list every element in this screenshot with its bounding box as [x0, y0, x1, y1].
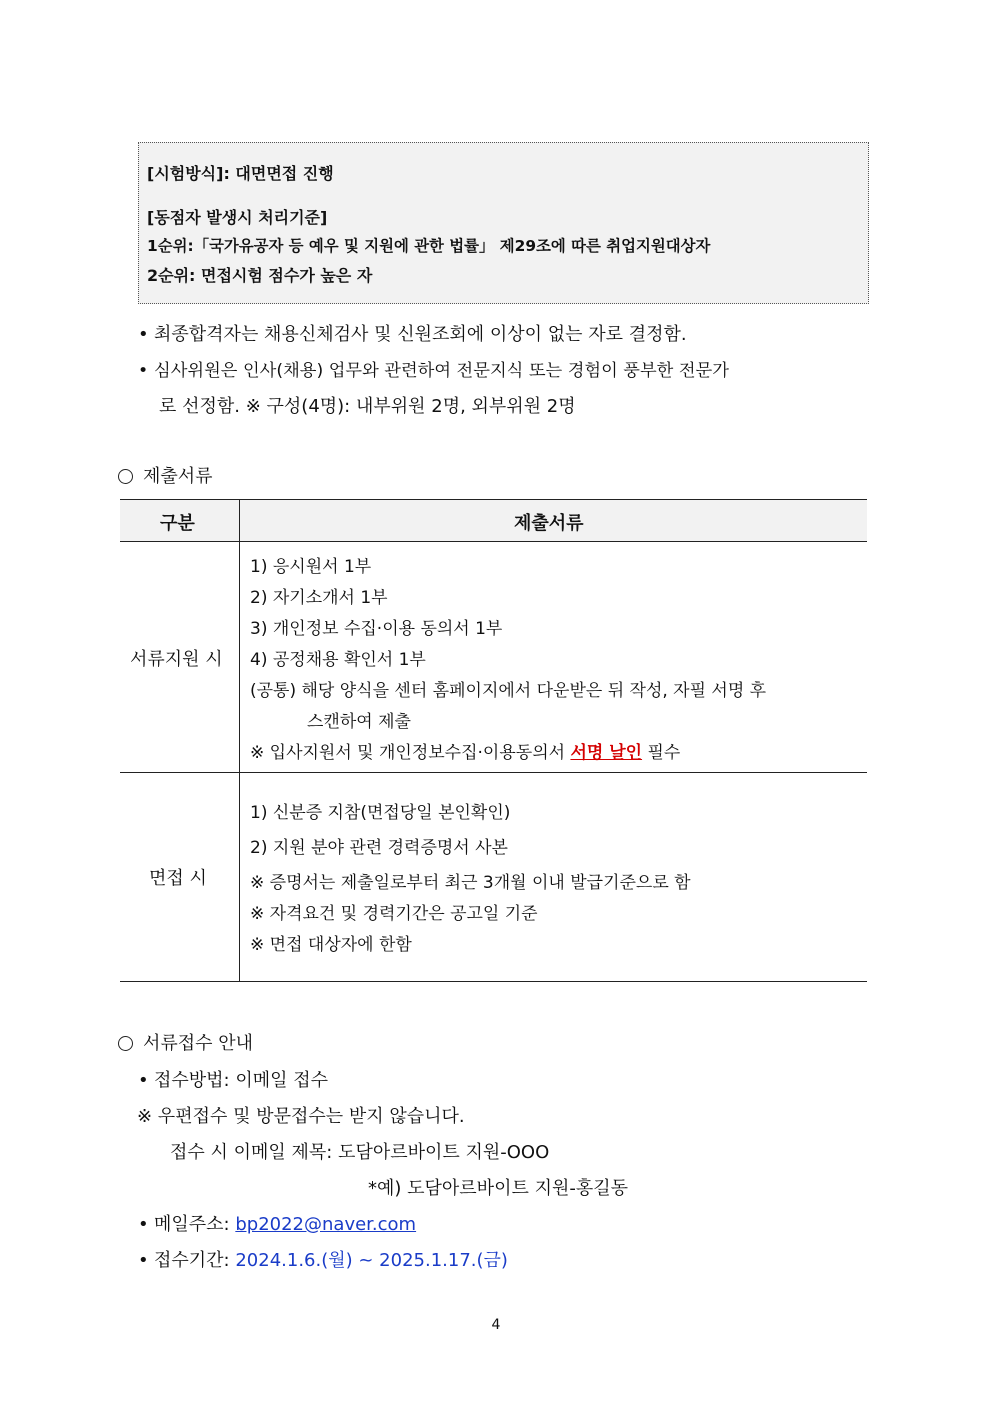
email-link[interactable]: bp2022@naver.com — [235, 1214, 417, 1235]
list-item: 스캔하여 제출 — [307, 712, 411, 732]
circle-icon — [118, 1036, 133, 1051]
reception-notice: ※ 우편접수 및 방문접수는 받지 않습니다. — [137, 1106, 465, 1127]
row-label-interview: 면접 시 — [149, 868, 207, 889]
bullet-icon: • — [138, 1070, 149, 1091]
circle-icon — [118, 469, 133, 484]
table-row-divider — [120, 772, 867, 773]
bullet-icon: • — [138, 1214, 149, 1235]
table-bottom-border — [120, 981, 867, 982]
list-item: 2) 지원 분야 관련 경력증명서 사본 — [250, 838, 508, 858]
table-top-border — [120, 499, 867, 500]
list-item: 1) 응시원서 1부 — [250, 557, 372, 577]
period-dates: 2024.1.6.(월) ~ 2025.1.17.(금) — [235, 1250, 508, 1271]
bullet-icon: • — [138, 361, 149, 381]
reception-subject: 접수 시 이메일 제목: 도담아르바이트 지원-OOO — [170, 1142, 550, 1163]
header-documents: 제출서류 — [514, 513, 584, 534]
reception-email: • 메일주소: bp2022@naver.com — [138, 1214, 417, 1235]
list-item: 3) 개인정보 수집·이용 동의서 1부 — [250, 619, 503, 639]
table-header-border — [120, 541, 867, 542]
list-item: ※ 면접 대상자에 한함 — [250, 935, 412, 955]
bullet-reviewers: • 심사위원은 인사(채용) 업무와 관련하여 전문지식 또는 경험이 풍부한 전문가 — [138, 361, 729, 381]
page-number: 4 — [491, 1317, 501, 1333]
documents-table — [120, 499, 867, 982]
reception-period: • 접수기간: 2024.1.6.(월) ~ 2025.1.17.(금) — [138, 1250, 508, 1271]
list-item: (공통) 해당 양식을 센터 홈페이지에서 다운받은 뒤 작성, 자필 서명 후 — [250, 681, 767, 701]
signature-emphasis: 서명 날인 — [570, 743, 643, 763]
tie-break-rank1: 1순위:「국가유공자 등 예우 및 지원에 관한 법률」 제29조에 따른 취업지원대상자 — [147, 237, 711, 255]
table-column-divider — [239, 499, 240, 982]
list-item: ※ 증명서는 제출일로부터 최근 3개월 이내 발급기준으로 함 — [250, 873, 691, 893]
tie-break-title: [동점자 발생시 처리기준] — [147, 208, 328, 227]
bullet-icon: • — [138, 1250, 149, 1271]
list-item: 1) 신분증 지참(면접당일 본인확인) — [250, 803, 511, 823]
bullet-icon: • — [138, 324, 149, 345]
table-header-bg — [120, 500, 867, 541]
exam-method: [시험방식]: 대면면접 진행 — [147, 164, 334, 183]
exam-method-box — [138, 142, 869, 304]
section-reception-title: 서류접수 안내 — [118, 1029, 253, 1055]
section-documents-title: 제출서류 — [118, 462, 213, 488]
reception-method: • 접수방법: 이메일 접수 — [138, 1070, 328, 1091]
bullet-reviewers-cont: 로 선정함. ※ 구성(4명): 내부위원 2명, 외부위원 2명 — [159, 396, 576, 417]
list-item: 2) 자기소개서 1부 — [250, 588, 388, 608]
list-item: 4) 공정채용 확인서 1부 — [250, 650, 426, 670]
tie-break-rank2: 2순위: 면접시험 점수가 높은 자 — [147, 266, 373, 285]
signature-note: ※ 입사지원서 및 개인정보수집·이용동의서 서명 날인 필수 — [250, 743, 681, 763]
list-item: ※ 자격요건 및 경력기간은 공고일 기준 — [250, 904, 538, 924]
reception-example: *예) 도담아르바이트 지원-홍길동 — [368, 1178, 629, 1199]
row-label-application: 서류지원 시 — [130, 649, 223, 670]
header-category: 구분 — [160, 513, 195, 534]
bullet-final-pass: • 최종합격자는 채용신체검사 및 신원조회에 이상이 없는 자로 결정함. — [138, 324, 687, 345]
